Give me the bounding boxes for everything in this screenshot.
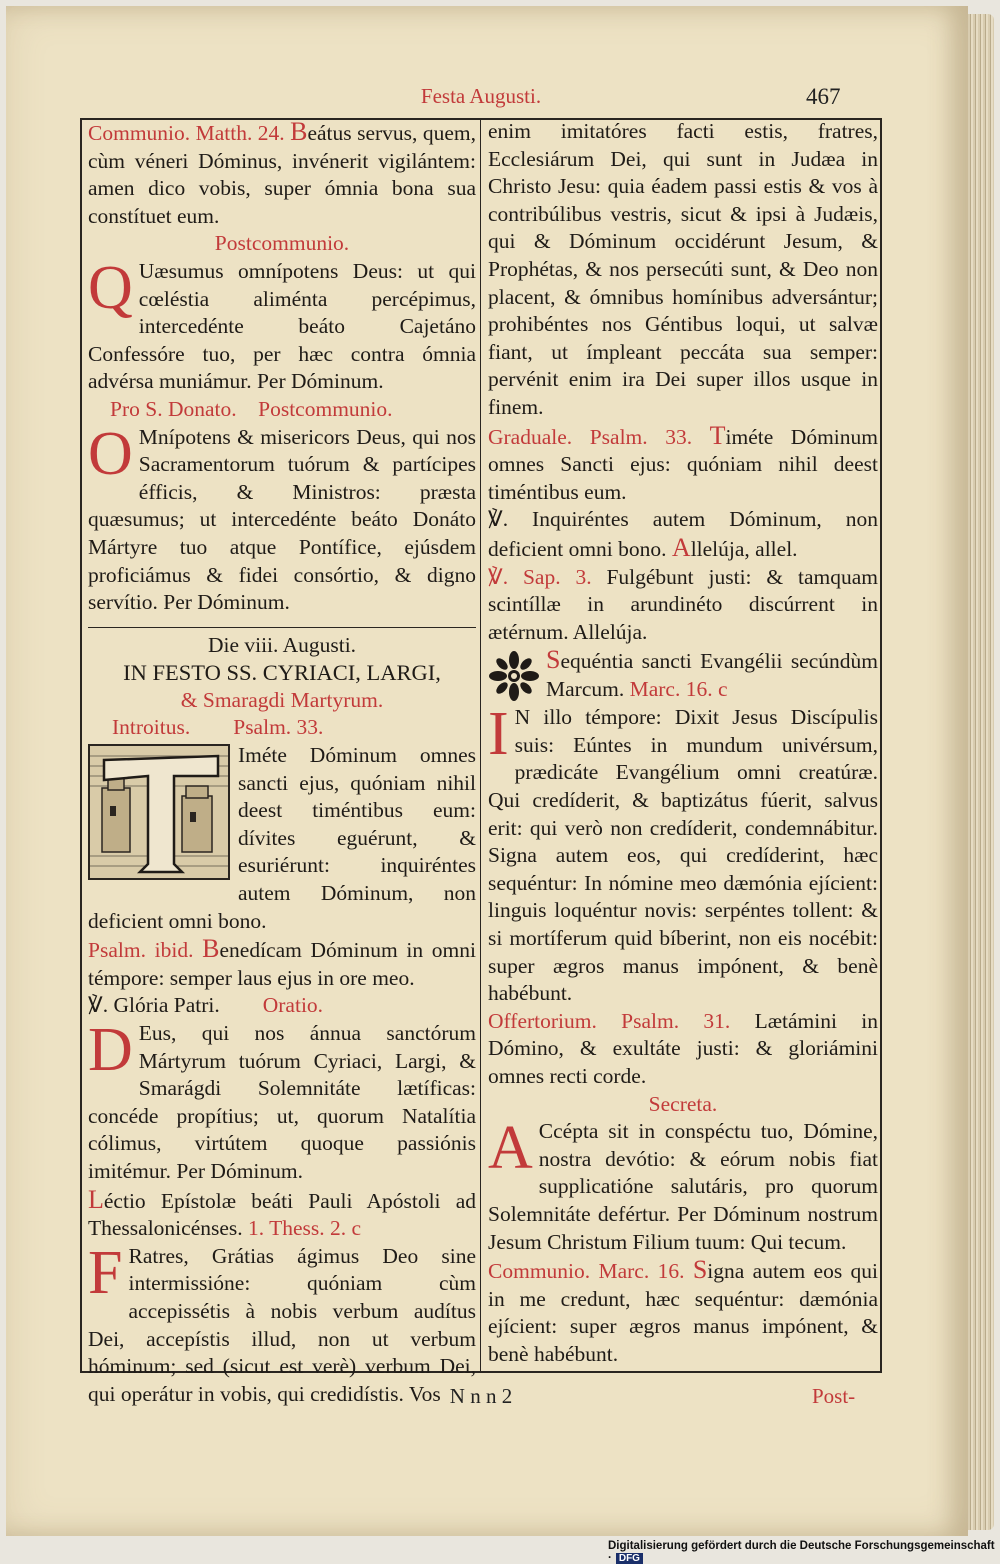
psalm-label: Psalm. ibid.	[88, 938, 194, 963]
communio-right-initial: S	[692, 1255, 708, 1285]
running-title: Festa Augusti.	[420, 84, 542, 108]
alleluia-initial: A	[671, 532, 691, 562]
gospel-paragraph	[488, 700, 878, 1008]
verse2-paragraph	[488, 564, 878, 647]
donato-text: Mnípotens & misericors Deus, qui nos Sacramentorum tuórum & partícipes éfficis, & Ministros: præsta quæsumus; ut intercedénte beáto Donáto Mártyre tuo atque Pontífice, ejúsdem proficiámus & fidei consórtio, & digno servítio. Per Dóminum.	[88, 424, 476, 615]
psalm-initial: B	[202, 934, 220, 964]
lectio-text: éctio Epístolæ beáti Pauli Apóstoli ad Thessalonicénses.	[88, 1188, 476, 1241]
offertorium-paragraph	[488, 1008, 878, 1091]
graduale-text: iméte Dóminum omnes Sancti ejus: quóniam nihil deest timéntibus eum.	[488, 424, 878, 504]
dfg-logo: DFG	[616, 1553, 643, 1564]
postcommunio-paragraph	[88, 253, 476, 396]
credit-text: Digitalisierung gefördert durch die Deutsche Forschungsgemeinschaft ·	[608, 1540, 995, 1564]
signature-mark: N n n 2	[449, 1384, 513, 1408]
introitus-psalm: Psalm. 33.	[233, 715, 324, 740]
gloria-line	[88, 992, 476, 1020]
epistle-continuation: enim imitatóres facti estis, fratres, Ecclesiárum Dei, qui sunt in Judæa in Christo Jesu: quia éadem passi estis & vos à contribúlibus vestris, sicut & ipsi à Judæis, qui & Dóminum occidérunt Jesum, & Prophétas, & nos persecúti sunt, & Deo non placent, & ómnibus homínibus adversántur; prohibéntes nos Géntibus loqui, ut salvæ fiant, ut ímpleant peccáta sua semper: pervénit enim ira Dei super illos usque in finem.	[488, 119, 878, 419]
graduale-paragraph	[488, 422, 878, 507]
secreta-paragraph	[488, 1114, 878, 1256]
column-divider	[480, 120, 481, 1371]
secreta-text: Ccépta sit in conspéctu tuo, Dómine, nostra devótio: & eórum nobis fiat supplicatióne salutáris, pro quorum Solemnitáte defértur. Per Dóminum nostrum Jesum Christum Filium tuum: Qui tecum.	[488, 1119, 878, 1254]
verse2-label: ℣. Sap. 3.	[488, 564, 592, 589]
communio-right-paragraph	[488, 1256, 878, 1368]
lectio-ref: 1. Thess. 2. c	[248, 1216, 362, 1241]
fratres-initial: F	[88, 1238, 123, 1307]
offertorium-text: Lætámini in Dómino, & exultáte justi: & gloriámini omnes recti corde.	[488, 1008, 878, 1088]
gospel-initial: I	[488, 700, 509, 769]
graduale-label: Graduale. Psalm. 33.	[488, 424, 693, 449]
sequentia-initial: S	[546, 645, 561, 675]
introitus-label: Introitus.	[112, 715, 191, 740]
left-column	[88, 118, 476, 1408]
oratio-label: Oratio.	[262, 993, 324, 1018]
communio-paragraph	[88, 118, 476, 230]
feast-title: IN FESTO SS. CYRIACI, LARGI,	[123, 660, 441, 686]
donato-label: Pro S. Donato.	[110, 396, 237, 421]
communio-label: Communio. Matth. 24.	[88, 121, 285, 145]
secreta-title: Secreta.	[648, 1091, 718, 1116]
donato-post-label: Postcommunio.	[258, 396, 393, 421]
fratres-text: Ratres, Grátias ágimus Deo sine intermissióne: quóniam cùm accepissétis à nobis verbum audítus Dei, accepístis illud, non ut verbum hóminum; sed (sicut est verè) verbum Dei, qui operátur in vobis, qui credidístis. Vos	[88, 1243, 476, 1406]
donato-paragraph	[88, 419, 476, 617]
oratio-text: Eus, qui nos ánnua sanctórum Mártyrum tuórum Cyriaci, Largi, & Smarágdi Solemnitáte lætíficas: concéde propítius; ut, quorum Natalítia cólimus, virtútem quoque passiónis imitémur. Per Dóminum.	[88, 1021, 476, 1183]
fleuron-ornament-icon	[488, 648, 540, 704]
sequentia-text: equéntia sancti Evangélii secúndùm Marcum.	[546, 649, 878, 701]
sequentia-paragraph	[488, 646, 878, 703]
catchword: Post-	[812, 1384, 856, 1408]
introitus-paragraph	[88, 742, 476, 935]
page-edges	[968, 14, 994, 1530]
postcommunio-initial: Q	[88, 253, 133, 322]
alleluia-text: llelúja, allel.	[690, 536, 798, 561]
verse2-text: Fulgébunt justi: & tamquam scintíllæ in arundinéto discúrrent in ætérnum. Allelúja.	[488, 564, 878, 644]
psalm-paragraph	[88, 935, 476, 992]
donato-heading	[88, 396, 476, 424]
communio-right-text: igna autem eos qui in me credunt, hæc sequéntur: dæmónia ejícient: super ægros manus impónent, & benè habébunt.	[488, 1259, 879, 1366]
section-rule	[88, 627, 476, 628]
feast-subtitle: & Smaragdi Martyrum.	[180, 687, 384, 712]
verse1-text: ℣. Inquiréntes autem Dóminum, non deficient omni bono.	[488, 507, 878, 561]
postcommunio-title: Postcommunio.	[214, 231, 350, 256]
verse1-paragraph	[488, 506, 878, 563]
date-line: Die viii. Augusti.	[207, 632, 357, 657]
introitus-text: Iméte Dóminum omnes sancti ejus, quóniam nihil deest timéntibus eum: dívites eguérunt, & esuriérunt: inquiréntes autem Dóminum, non deficient omni bono.	[88, 743, 476, 933]
oratio-initial: D	[88, 1016, 133, 1084]
communio-right-label: Communio. Marc. 16.	[488, 1259, 685, 1284]
sequentia-ref: Marc. 16. c	[629, 676, 728, 701]
donato-initial: O	[88, 419, 133, 488]
woodcut-initial-t-image	[88, 744, 230, 880]
page-number: 467	[806, 84, 841, 109]
postcommunio-text: Uæsumus omnípotens Deus: ut qui cœléstia aliménta percépimus, intercedénte beáto Cajetáno Confessóre tuo, per hæc contra ómnia advérsa muniámur. Per Dóminum.	[88, 258, 476, 394]
oratio-paragraph	[88, 1016, 476, 1186]
gloria-text: ℣. Glória Patri.	[88, 993, 220, 1018]
right-column	[488, 118, 878, 1369]
secreta-initial: A	[488, 1114, 533, 1183]
lectio-paragraph	[88, 1186, 476, 1243]
communio-initial: B	[290, 117, 308, 146]
offertorium-label: Offertorium. Psalm. 31.	[488, 1008, 731, 1033]
introitus-heading	[88, 714, 476, 742]
gospel-text: N illo témpore: Dixit Jesus Discípulis suis: Eúntes in mundum univérsum, prædicáte Evangélium omni creatúræ. Qui credíderit, & baptizátus fúerit, salvus erit: qui verò non credíderit, condemnábitur. Signa autem eos, qui credíderint, hæc sequéntur: In nómine meo dæmónia ejícient: linguis loquéntur novis: serpéntes tollent: & si mortíferum quid bíberint, non eis nocébit: super ægros manus impónent, & benè habébunt.	[488, 705, 878, 1006]
communio-text: eátus servus, quem, cùm véneri Dóminus, invénerit vigilántem: amen dico vobis, super ómnia bona sua constítuet eum.	[88, 121, 476, 228]
graduale-initial: T	[709, 420, 726, 450]
lectio-initial: L	[88, 1184, 104, 1214]
psalm-text: enedícam Dóminum in omni témpore: semper laus ejus in ore meo.	[88, 938, 477, 990]
digitization-credit	[608, 1540, 1000, 1564]
